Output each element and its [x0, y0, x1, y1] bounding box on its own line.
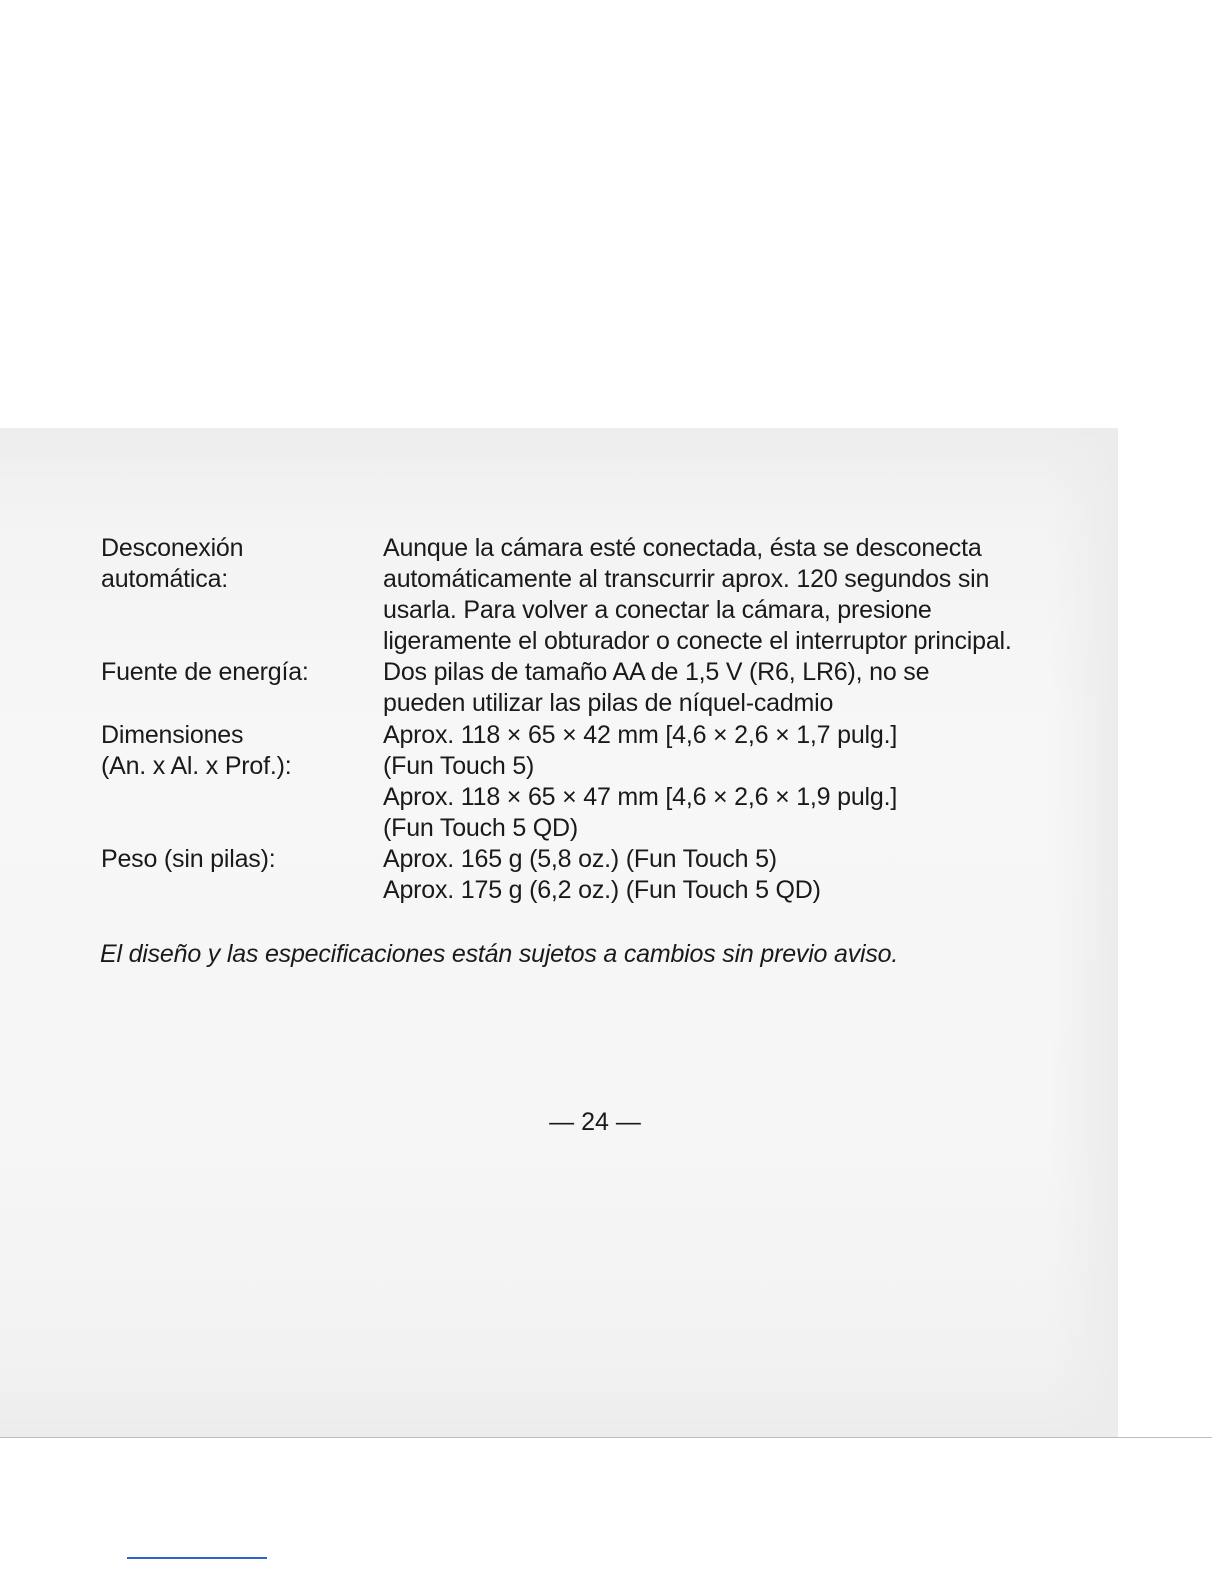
spec-value — [383, 720, 1103, 844]
spec-value-line: ligeramente el obturador o conecte el interruptor principal. — [383, 627, 1012, 655]
spec-label: Dimensiones (An. x Al. x Prof.): — [101, 721, 292, 780]
spec-value-line: (Fun Touch 5) — [383, 752, 535, 780]
spec-label: Fuente de energía: — [101, 658, 309, 686]
spec-value-line: Aunque la cámara esté conectada, ésta se desconecta — [383, 534, 982, 562]
spec-value-line: pueden utilizar las pilas de níquel-cadmio — [383, 689, 834, 717]
spec-value — [383, 657, 1103, 719]
page-edge-line — [0, 1437, 1212, 1438]
spec-value-line: usarla. Para volver a conectar la cámara, presione — [383, 596, 932, 624]
spec-label: Peso (sin pilas): — [101, 845, 276, 873]
spec-value-line: (Fun Touch 5 QD) — [383, 814, 579, 842]
spec-value-line: Aprox. 118 × 65 × 42 mm [4,6 × 2,6 × 1,7 pulg.] — [383, 721, 898, 749]
spec-value-line: Aprox. 118 × 65 × 47 mm [4,6 × 2,6 × 1,9 pulg.] — [383, 783, 898, 811]
spec-value — [383, 844, 1103, 906]
spec-value-line: Aprox. 175 g (6,2 oz.) (Fun Touch 5 QD) — [383, 876, 821, 904]
change-notice: El diseño y las especificaciones están sujetos a cambios sin previo aviso. — [100, 940, 899, 968]
footer-rule — [127, 1557, 267, 1559]
page-number: — 24 — — [549, 1108, 641, 1136]
spec-value — [383, 533, 1103, 657]
spec-value-line: Dos pilas de tamaño AA de 1,5 V (R6, LR6), no se — [383, 658, 930, 686]
spec-value-line: Aprox. 165 g (5,8 oz.) (Fun Touch 5) — [383, 845, 777, 873]
spec-label: Desconexión automática: — [101, 534, 244, 593]
spec-value-line: automáticamente al transcurrir aprox. 120 segundos sin — [383, 565, 990, 593]
